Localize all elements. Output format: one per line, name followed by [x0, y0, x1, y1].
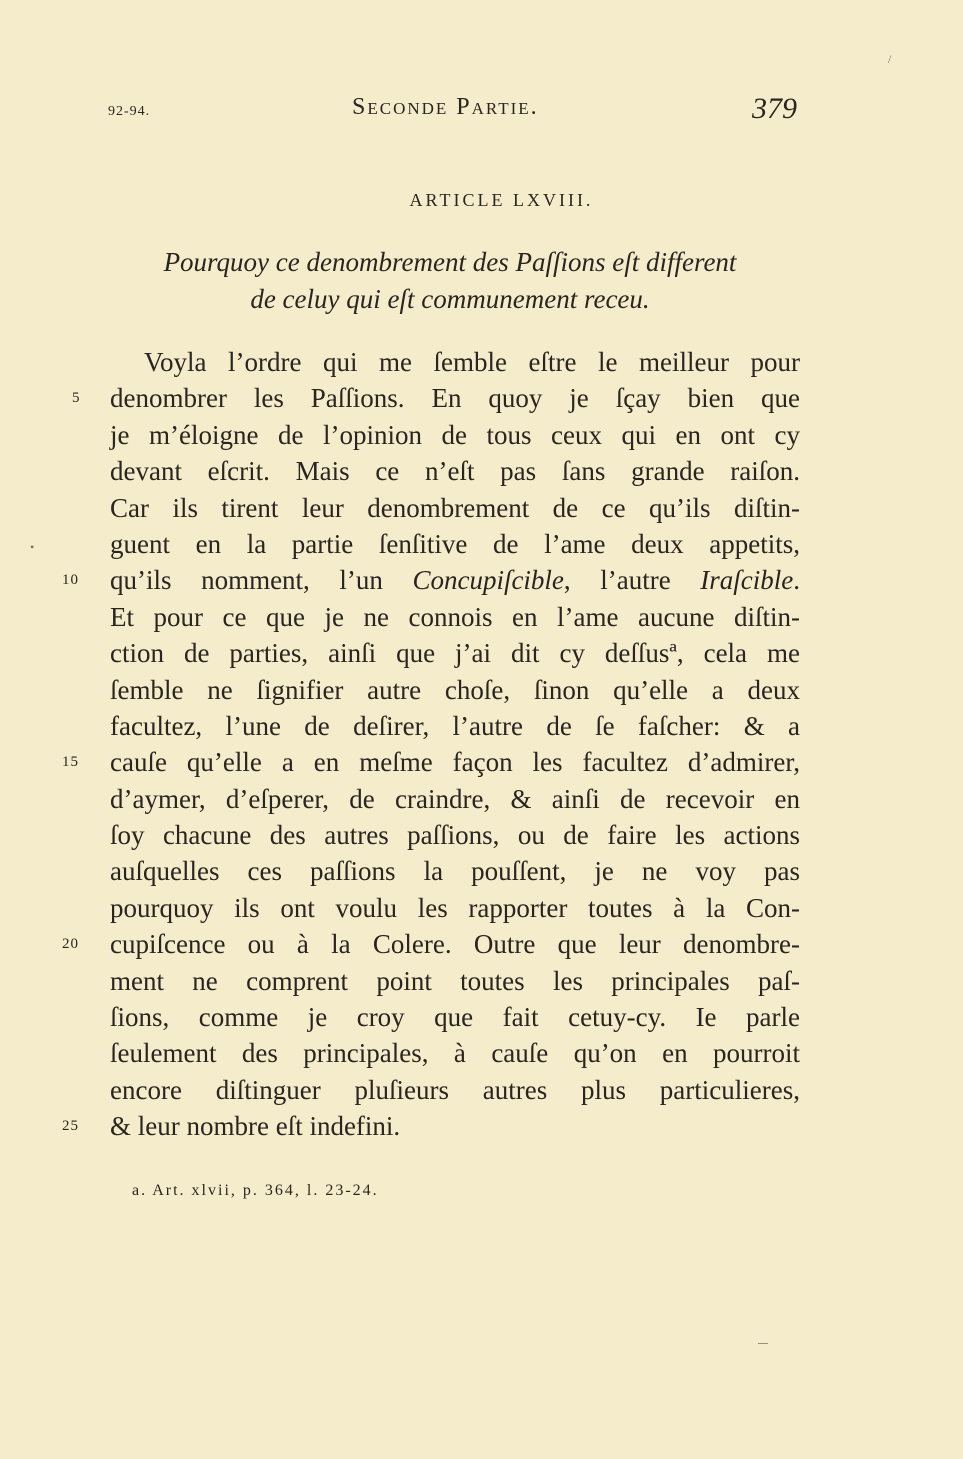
- body-text: [110, 344, 800, 1145]
- italic-term: Concupiſcible: [412, 565, 564, 596]
- text-line: cupiſcence ou à la Colere. Outre que leur denombre-: [110, 929, 800, 960]
- text-line: & leur nombre eſt indefini.: [110, 1111, 401, 1142]
- line-number: 25: [62, 1118, 79, 1134]
- text-line: Car ils tirent leur denombrement de ce qu’ils diſtin-: [110, 492, 800, 523]
- text-line: je m’éloigne de l’opinion de tous ceux qui en ont cy: [110, 419, 800, 450]
- footnote: a. Art. xlvii, p. 364, l. 23-24.: [132, 1182, 379, 1199]
- line-number: 5: [72, 390, 81, 406]
- text-line: qu’ils nomment, l’un Concupiſcible, l’autre Iraſcible.: [110, 565, 801, 596]
- subtitle-line: de celuy qui eſt communement receu.: [250, 284, 650, 314]
- margin-mark: /: [888, 52, 892, 66]
- text-line: d’aymer, d’eſperer, de craindre, & ainſi de recevoir en: [110, 783, 800, 814]
- italic-term: Iraſcible: [700, 565, 794, 596]
- line-number: 20: [62, 936, 79, 952]
- text-line: ſeulement des principales, à cauſe qu’on en pourroit: [110, 1038, 800, 1069]
- text-line: ction de parties, ainſi que j’ai dit cy deſſusª, cela me: [110, 638, 800, 669]
- text-line: facultez, l’une de deſirer, l’autre de ſe faſcher: & a: [110, 710, 800, 741]
- margin-mark: •: [30, 540, 35, 554]
- text-line: denombrer les Paſſions. En quoy je ſçay bien que: [110, 383, 800, 414]
- text-line: encore diſtinguer pluſieurs autres plus particulieres,: [110, 1074, 800, 1105]
- page-number: 379: [752, 92, 797, 125]
- line-number: 15: [62, 754, 79, 770]
- text-line: devant eſcrit. Mais ce n’eſt pas ſans grande raiſon.: [110, 456, 800, 487]
- text-line: ment ne comprent point toutes les principales paſ-: [110, 965, 800, 996]
- text-line: auſquelles ces paſſions la pouſſent, je ne voy pas: [110, 856, 800, 887]
- subtitle-line: Pourquoy ce denombrement des Paſſions eſt different: [163, 247, 737, 277]
- page-range: 92-94.: [108, 104, 151, 119]
- article-heading: ARTICLE LXVIII.: [409, 190, 594, 210]
- margin-mark: [758, 1343, 768, 1344]
- text-line: guent en la partie ſenſitive de l’ame deux appetits,: [110, 528, 800, 559]
- text-line: pourquoy ils ont voulu les rapporter toutes à la Con-: [110, 892, 800, 923]
- running-title: Seconde Partie.: [352, 94, 539, 120]
- text-line: ſemble ne ſignifier autre choſe, ſinon qu’elle a deux: [110, 674, 800, 705]
- text-line: ſoy chacune des autres paſſions, ou de faire les actions: [110, 820, 800, 851]
- text-line: cauſe qu’elle a en meſme façon les facultez d’admirer,: [110, 747, 800, 778]
- text-line: ſions, comme je croy que fait cetuy-cy. Ie parle: [110, 1002, 800, 1033]
- text-line: Et pour ce que je ne connois en l’ame aucune diſtin-: [110, 601, 800, 632]
- line-number: 10: [62, 572, 79, 588]
- article-subtitle: [130, 244, 770, 318]
- text-line: Voyla l’ordre qui me ſemble eſtre le meilleur pour: [144, 347, 800, 377]
